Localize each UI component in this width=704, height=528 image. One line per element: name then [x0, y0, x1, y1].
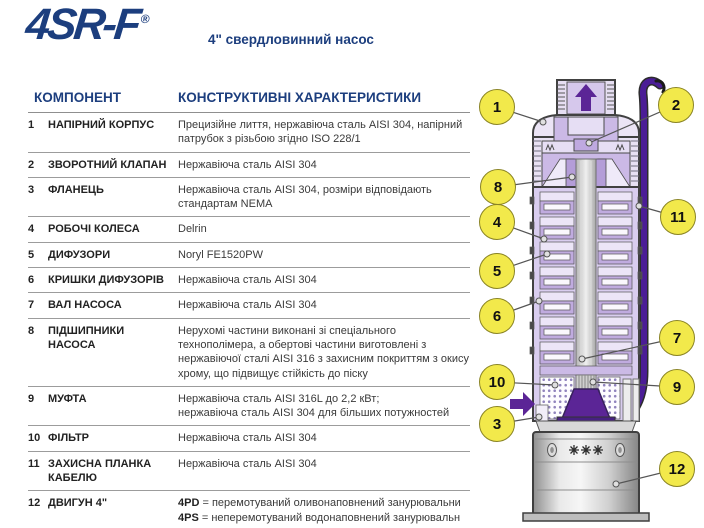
component-name: НАПІРНИЙ КОРПУС [48, 119, 155, 131]
row-number: 9 [28, 392, 35, 405]
table-row [28, 319, 470, 387]
component-name: ДИФУЗОРИ [48, 248, 111, 261]
filter-section [536, 375, 639, 425]
table-row [28, 293, 470, 318]
desc-line: нержавіюча сталь AISI 304 для більших потужностей [178, 407, 450, 420]
component-name: ВАЛ НАСОСА [48, 299, 122, 312]
component-name: МУФТА [48, 392, 87, 405]
component-name: ФЛАНЕЦЬ [48, 183, 104, 196]
callout-7: 7 [659, 320, 695, 356]
component-name: ФІЛЬТР [48, 432, 90, 445]
callout-6: 6 [479, 298, 515, 334]
motor-option-code: 4PD [178, 497, 200, 510]
component-desc: Нержавіюча сталь AISI 304 [178, 158, 317, 171]
row-number: 4 [28, 223, 35, 236]
component-desc: Нержавіюча сталь AISI 304 [178, 457, 317, 470]
table-row [28, 426, 470, 451]
table-row [28, 153, 470, 178]
cable-conduit [623, 379, 631, 421]
component-desc [178, 392, 470, 421]
table-row [28, 217, 470, 242]
column-header-characteristics: КОНСТРУКТИВНІ ХАРАКТЕРИСТИКИ [178, 90, 422, 105]
row-number: 8 [28, 324, 35, 337]
component-name: КРИШКИ ДИФУЗОРІВ [48, 274, 164, 287]
table-row [28, 491, 470, 528]
component-table [28, 88, 470, 528]
callout-9: 9 [659, 369, 695, 405]
motor-screw-icon [569, 445, 603, 455]
table-row [28, 243, 470, 268]
row-number: 11 [28, 457, 40, 470]
row-number: 1 [28, 119, 35, 131]
component-name: ЗВОРОТНИЙ КЛАПАН [48, 158, 167, 171]
motor-option-text: = перемотуваний оливонаповнений занурювальни [202, 497, 461, 510]
product-subtitle: 4" свердловинний насос [208, 32, 374, 47]
component-desc: Нержавіюча сталь AISI 304 [178, 299, 317, 312]
brand-logo [23, 0, 151, 50]
row-number: 5 [28, 248, 35, 261]
component-desc: Delrin [178, 223, 207, 236]
discharge-port [557, 80, 615, 116]
callout-11: 11 [660, 199, 696, 235]
component-name: ДВИГУН 4" [48, 497, 108, 510]
component-desc: Noryl FE1520PW [178, 248, 263, 261]
component-name: ПІДШИПНИКИ НАСОСА [48, 324, 125, 351]
row-number: 2 [28, 158, 35, 171]
callout-4: 4 [479, 204, 515, 240]
table-header [28, 88, 470, 113]
component-name: РОБОЧІ КОЛЕСА [48, 223, 140, 236]
motor [523, 421, 649, 521]
component-desc: Нерухомі частини виконані зі спеціального технополімера, а обертові частини виготовлені з нержавіючої сталі AISI 316 з захисним покриттям з окису хрому, що підвищує стійкість до піску [178, 324, 469, 380]
motor-option [178, 496, 470, 510]
component-desc: Нержавіюча сталь AISI 304, розміри відповідають стандартам NEMA [178, 183, 432, 211]
table-row [28, 113, 470, 153]
column-header-component: КОМПОНЕНТ [34, 90, 121, 105]
component-name: ЗАХИСНА ПЛАНКА КАБЕЛЮ [48, 457, 152, 485]
callout-3: 3 [479, 406, 515, 442]
check-valve [542, 139, 630, 153]
callout-5: 5 [479, 253, 515, 289]
callout-8: 8 [480, 169, 516, 205]
component-desc [178, 496, 470, 525]
callout-1: 1 [479, 89, 515, 125]
cable-conduit [633, 379, 639, 421]
callout-10: 10 [479, 364, 515, 400]
row-number: 7 [28, 299, 35, 312]
row-number: 10 [28, 432, 41, 445]
table-row [28, 268, 470, 293]
table-row [28, 387, 470, 427]
component-desc: Прецизійне лиття, нержавіюча сталь AISI 304, напірний патрубок з різьбою згідно ISO 228/1 [178, 119, 463, 146]
component-desc: Нержавіюча сталь AISI 304 [178, 274, 317, 287]
motor-option-code: 4PS [178, 511, 199, 524]
brand-logo-text: 4SR-F [23, 0, 141, 49]
row-number: 12 [28, 497, 41, 510]
callout-12: 12 [659, 451, 695, 487]
motor-base [523, 513, 649, 521]
registered-trademark-icon: ® [139, 12, 151, 27]
desc-line: Нержавіюча сталь AISI 316L до 2,2 кВт; [178, 392, 380, 405]
motor-option-text: = неперемотуваний водонаповнений занурювальн [201, 511, 461, 524]
component-desc: Нержавіюча сталь AISI 304 [178, 432, 317, 445]
inlet-arrow-icon [510, 392, 535, 416]
table-row [28, 452, 470, 492]
row-number: 3 [28, 183, 35, 196]
row-number: 6 [28, 274, 35, 287]
table-row [28, 178, 470, 218]
motor-option [178, 511, 470, 525]
callout-2: 2 [658, 87, 694, 123]
